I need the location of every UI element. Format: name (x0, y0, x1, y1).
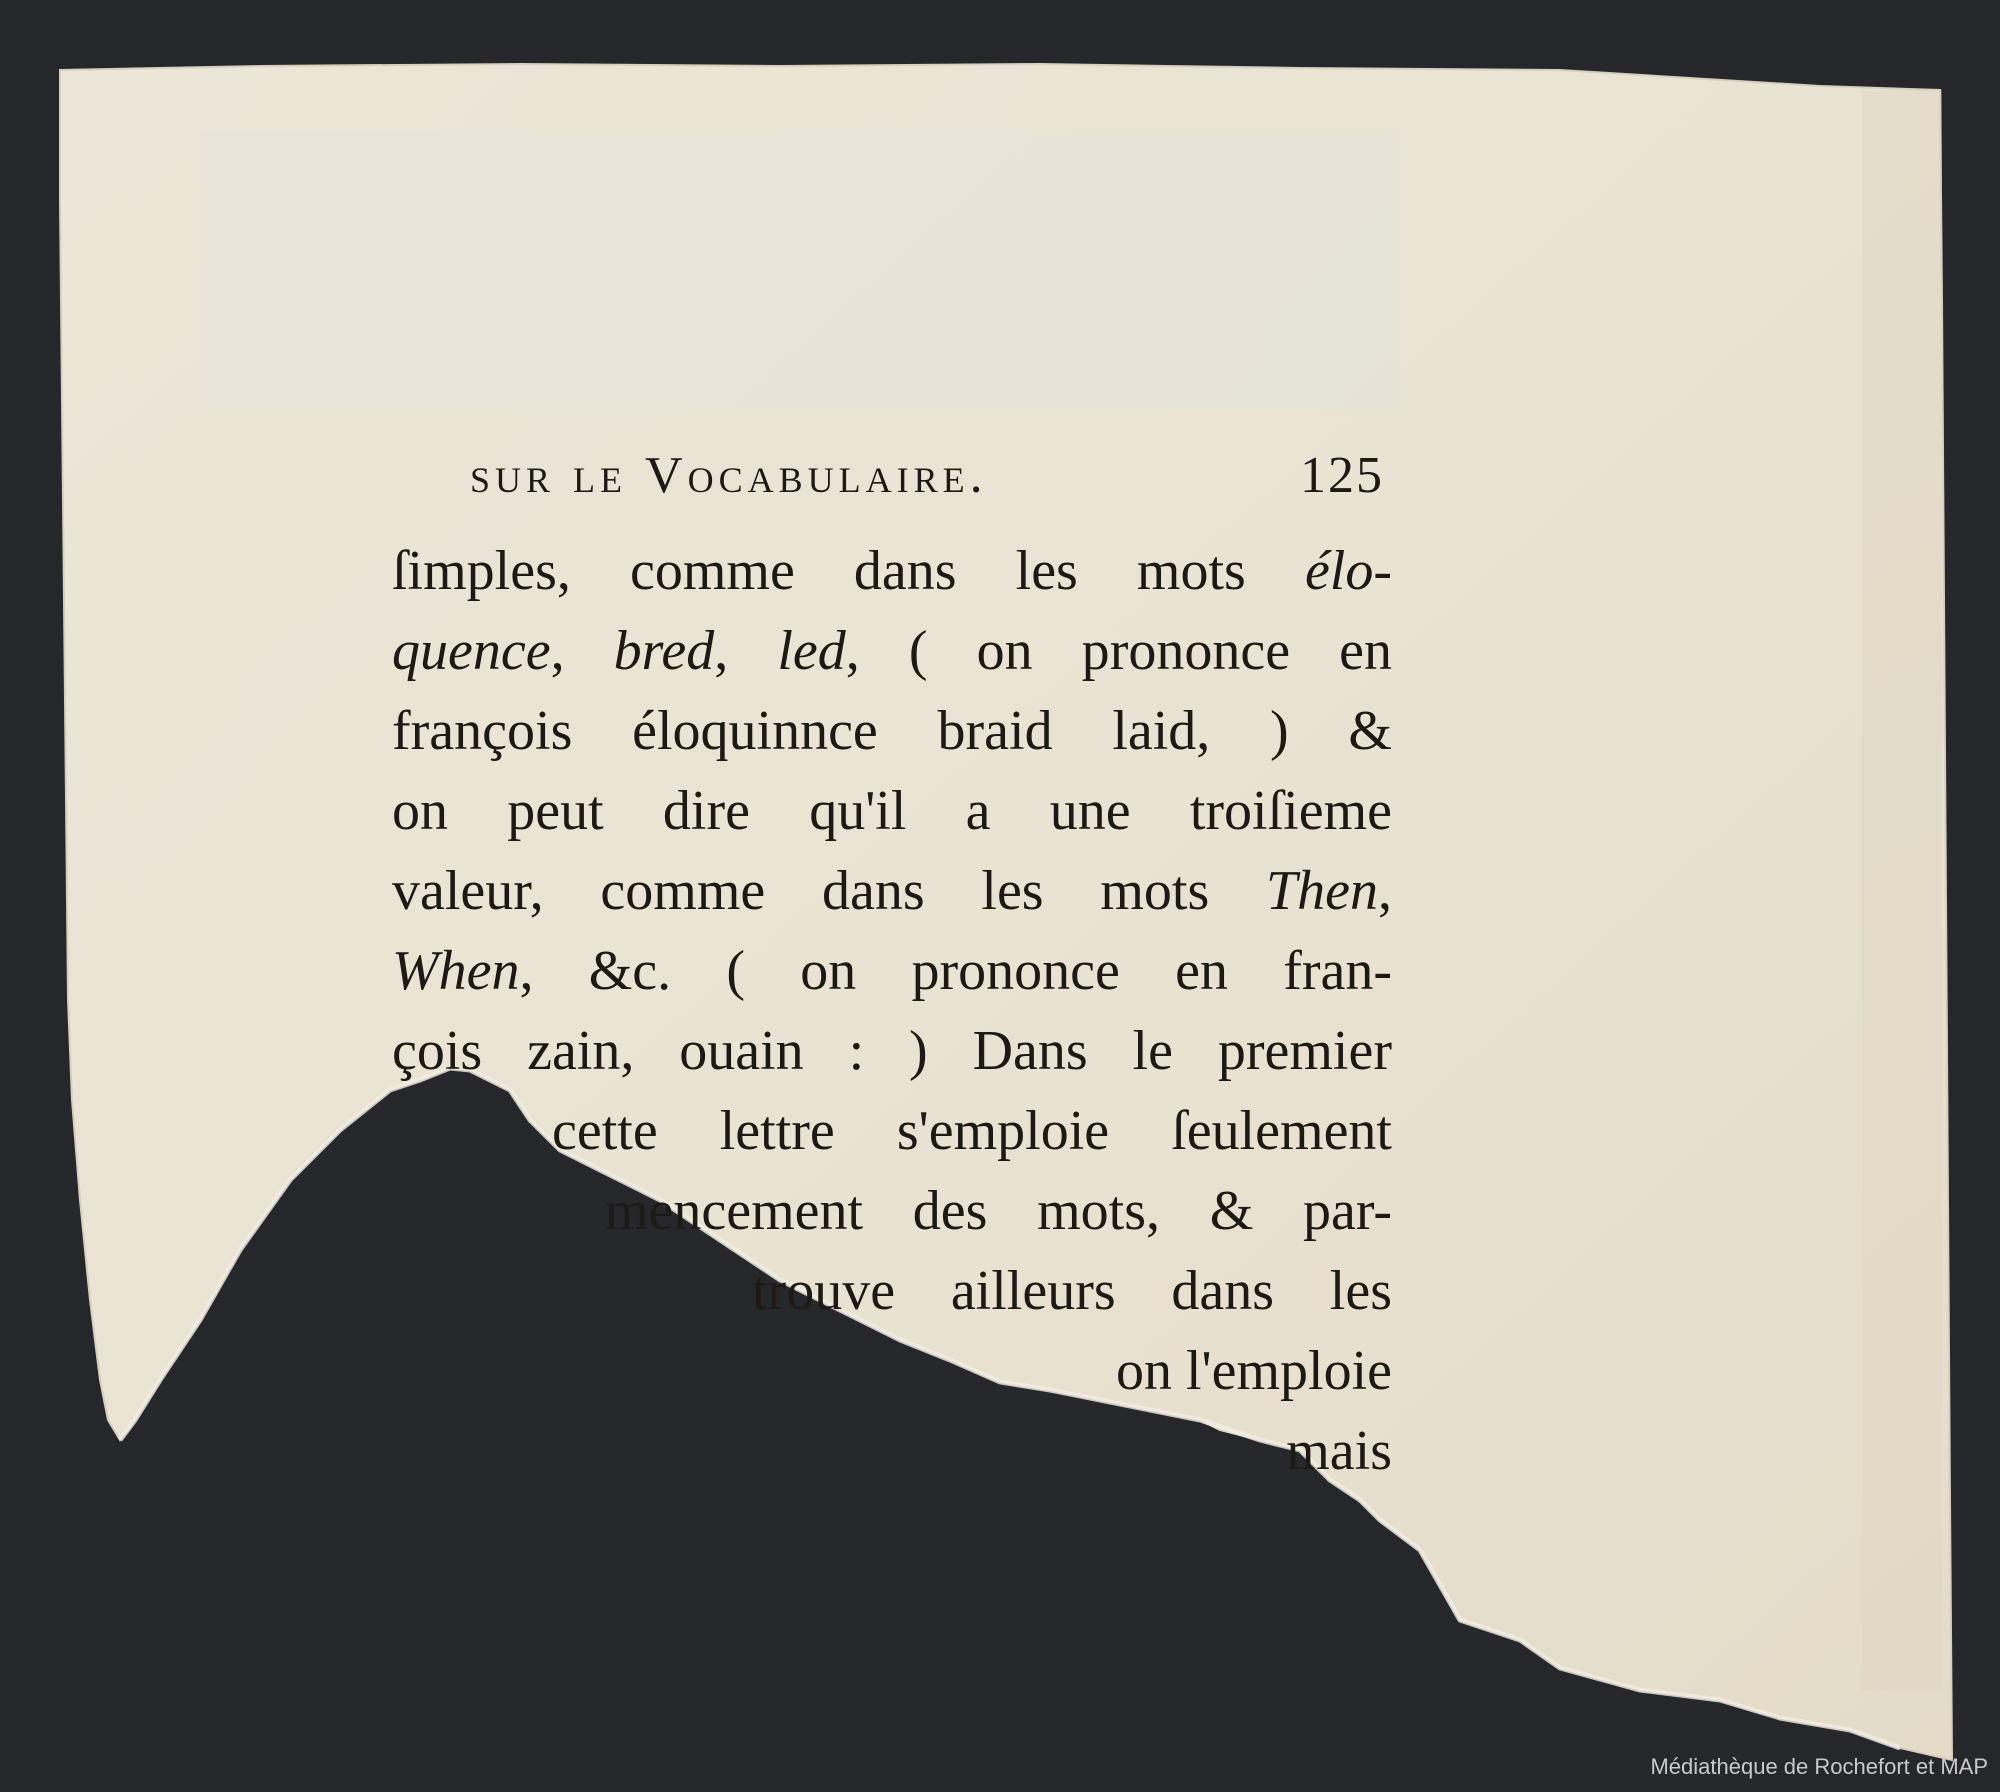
page-number: 125 (1300, 447, 1384, 504)
text-line-12: mais (1286, 1420, 1392, 1482)
running-head-prefix: sur le (470, 447, 628, 504)
text-line-5: valeur, comme dans les mots Then, (392, 860, 1392, 922)
text-line-7: çois zain, ouain : ) Dans le premier (392, 1020, 1392, 1082)
text-line-3: françois éloquinnce braid laid, ) & (392, 700, 1392, 762)
text-line-9: mencement des mots, & par- (605, 1180, 1392, 1242)
image-credit: Médiathèque de Rochefort et MAP (1650, 1754, 1988, 1779)
text-line-6: When, &c. ( on prononce en fran- (392, 940, 1392, 1002)
text-line-2: quence, bred, led, ( on prononce en (392, 620, 1392, 682)
text-line-8: cette lettre s'emploie ſeulement (552, 1100, 1392, 1162)
text-line-4: on peut dire qu'il a une troiſieme (392, 780, 1392, 842)
text-line-11: on l'emploie (1115, 1340, 1392, 1402)
text-line-1: ſimples, comme dans les mots élo- (392, 540, 1392, 602)
text-line-10: trouve ailleurs dans les (752, 1260, 1392, 1322)
running-head-title: Vocabulaire. (645, 447, 988, 504)
running-head (470, 446, 1386, 505)
